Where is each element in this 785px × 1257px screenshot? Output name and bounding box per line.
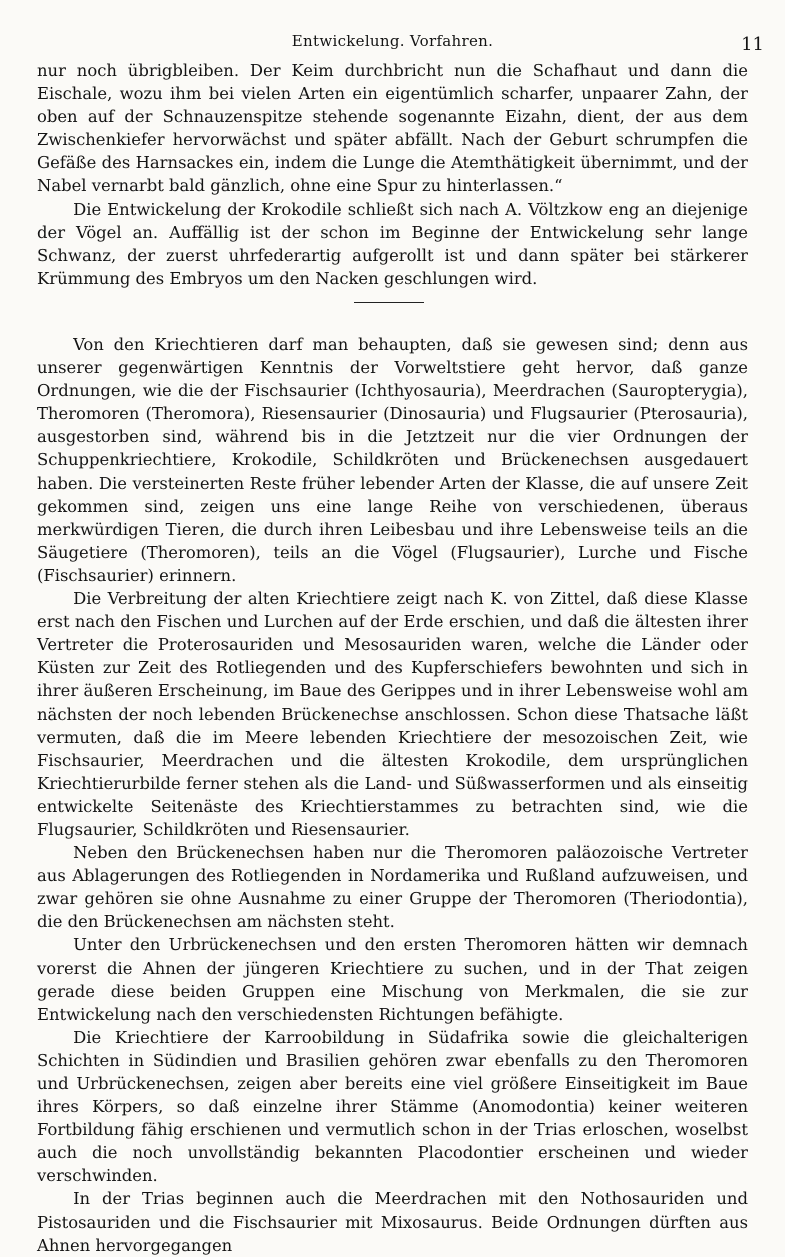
paragraph: Die Verbreitung der alten Kriechtiere zeigt nach K. von Zittel, daß diese Klasse erst nach den Fischen und Lurchen auf der Erde erschien, und daß die ältesten ihrer Vertreter die Proterosauriden und Mesosauriden waren, welche die Länder oder Küsten zur Zeit des Rotliegenden und des Kupferschiefers bewohnten und sich in ihrer äußeren Erscheinung, im Baue des Gerippes und in ihrer Lebensweise wohl am nächsten der noch lebenden Brückenechse anschlossen. Schon diese Thatsache läßt vermuten, daß die im Meere lebenden Kriechtiere der mesozoischen Zeit, wie Fischsaurier, Meerdrachen und die ältesten Krokodile, dem ursprünglichen Kriechtierurbilde ferner stehen als die Land- und Süßwasserformen und als einseitig entwickelte Seitenäste des Kriechtierstammes zu betrachten sind, wie die Flugsaurier, Schildkröten und Riesensaurier. [37,589,748,839]
text-block-top [37,59,748,290]
running-head: Entwickelung. Vorfahren. [291,32,494,50]
section-divider [354,302,424,303]
paragraph: Die Entwickelung der Krokodile schließt sich nach A. Völtzkow eng an diejenige der Vögel an. Auffällig ist der schon im Beginne der Entwickelung sehr lange Schwanz, der zuerst uhrfederartig aufgerollt ist und dann später bei stärkerer Krümmung des Embryos um den Nacken geschlungen wird. [37,199,748,288]
paragraph: Die Kriechtiere der Karroobildung in Südafrika sowie die gleichalterigen Schichten in Südindien und Brasilien gehören zwar ebenfalls zu den Theromoren und Urbrückenechsen, zeigen aber bereits eine viel größere Einseitigkeit im Baue ihres Körpers, so daß einzelne ihrer Stämme (Anomodontia) keiner weiteren Fortbildung fähig erschienen und vermutlich schon in der Trias erloschen, woselbst auch die noch unvollständig bekannten Placodontier erscheinen und wieder verschwinden. [37,1027,748,1186]
paragraph: Von den Kriechtieren darf man behaupten, daß sie gewesen sind; denn aus unserer gegenwärtigen Kenntnis der Vorweltstiere geht hervor, daß ganze Ordnungen, wie die der Fischsaurier (Ichthyosauria), Meerdrachen (Sauropterygia), Theromoren (Theromora), Riesensaurier (Dinosauria) und Flugsaurier (Pterosauria), ausgestorben sind, während bis in die Jetztzeit nur die vier Ordnungen der Schuppenkriechtiere, Krokodile, Schildkröten und Brückenechsen ausgedauert haben. Die versteinerten Reste früher lebender Arten der Klasse, die auf unsere Zeit gekommen sind, zeigen uns eine lange Reihe von verschiedenen, überaus merkwürdigen Tieren, die durch ihren Leibesbau und ihre Lebensweise teils an die Säugetiere (Theromoren), teils an die Vögel (Flugsaurier), Lurche und Fische (Fischsaurier) erinnern. [37,335,748,585]
paragraph: nur noch übrigbleiben. Der Keim durchbricht nun die Schafhaut und dann die Eischale, wozu ihm bei vielen Arten ein eigentümlich scharfer, unpaarer Zahn, der oben auf der Schnauzenspitze stehende sogenannte Eizahn, dient, der aus dem Zwischenkiefer hervorwächst und später abfällt. Nach der Geburt schrumpfen die Gefäße des Harnsackes ein, indem die Lunge die Atemthätigkeit übernimmt, und der Nabel vernarbt bald gänzlich, ohne eine Spur zu hinterlassen.“ [37,61,748,196]
text-block-main [37,333,748,1257]
page-header [0,30,785,58]
page-number: 11 [741,34,764,55]
paragraph: Neben den Brückenechsen haben nur die Theromoren paläozoische Vertreter aus Ablagerungen des Rotliegenden in Nordamerika und Rußland aufzuweisen, und zwar gehören sie ohne Ausnahme zu einer Gruppe der Theromoren (Theriodontia), die den Brückenechsen am nächsten steht. [37,843,748,932]
paragraph: Unter den Urbrückenechsen und den ersten Theromoren hätten wir demnach vorerst die Ahnen der jüngeren Kriechtiere zu suchen, und in der That zeigen gerade diese beiden Gruppen eine Mischung von Merkmalen, die sie zur Entwickelung nach den verschiedensten Richtungen befähigte. [37,935,748,1024]
paragraph: In der Trias beginnen auch die Meerdrachen mit den Nothosauriden und Pistosauriden und die Fischsaurier mit Mixosaurus. Beide Ordnungen dürften aus Ahnen hervorgegangen [37,1189,748,1255]
